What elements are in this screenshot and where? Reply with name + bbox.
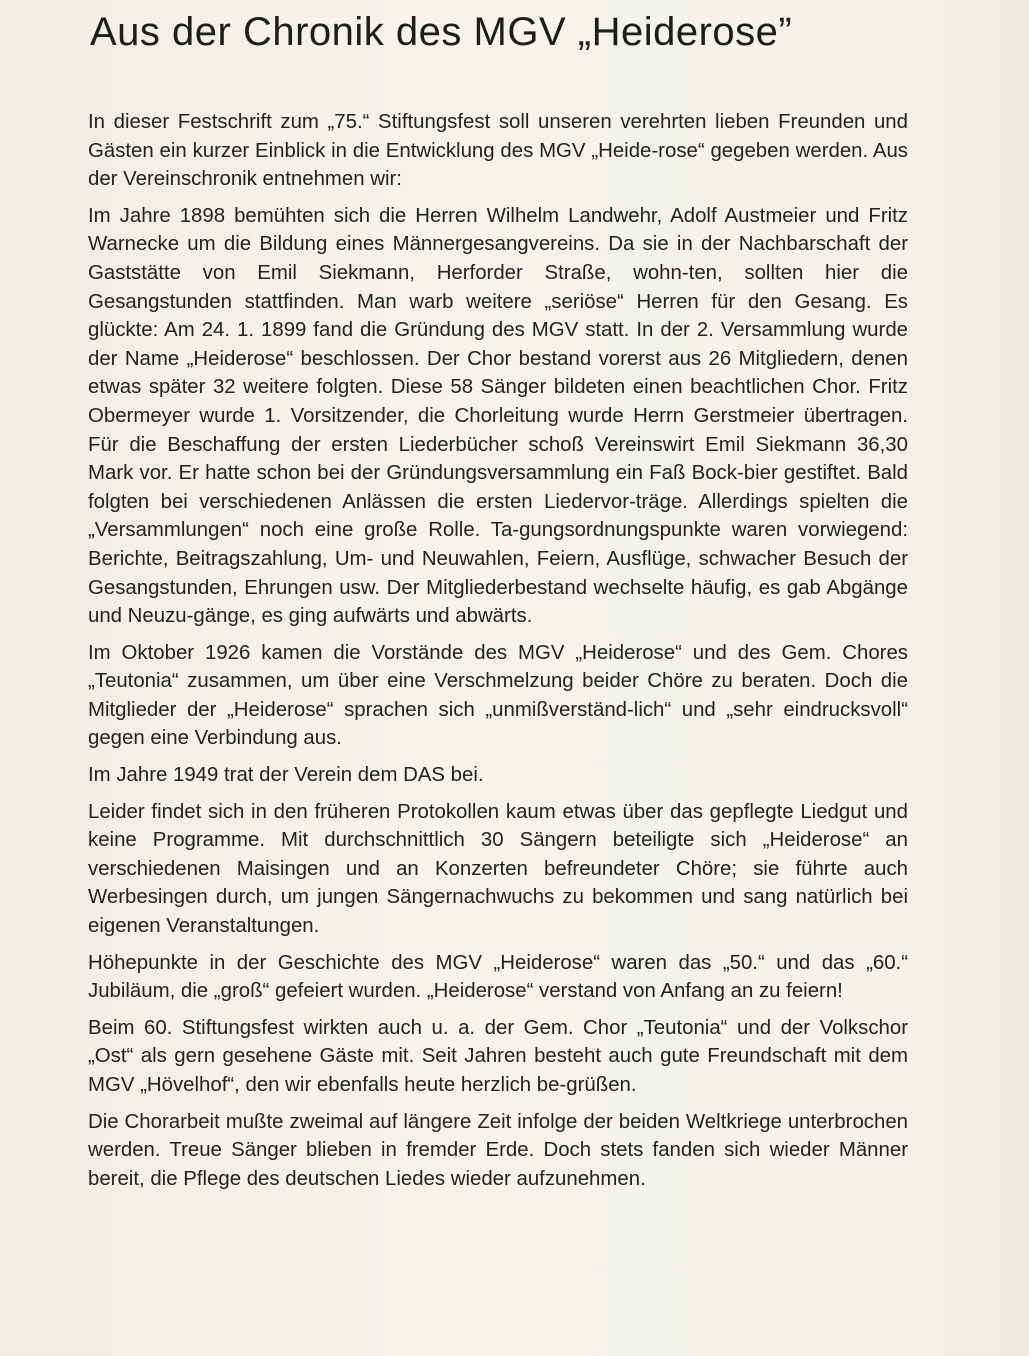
paragraph-liedgut: Leider findet sich in den früheren Protokollen kaum etwas über das gepflegte Liedgut und keine Programme. Mit durchschnittlich 30 Sängern beteiligte sich „Heiderose“ an verschiedenen Maisingen und an Konzerten befreundeter Chöre; sie führte auch Werbesingen durch, um jungen Sängernachwuchs zu bekommen und sang natürlich bei eigenen Veranstaltungen. bbox=[88, 800, 908, 938]
body-text bbox=[88, 108, 908, 1201]
paragraph-founding: Im Jahre 1898 bemühten sich die Herren Wilhelm Landwehr, Adolf Austmeier und Fritz Warnecke um die Bildung eines Männergesangvereins. Da sie in der Nachbarschaft der Gaststätte von Emil Siekmann, Herforder Straße, wohn-ten, sollten hier die Gesangstunden stattfinden. Man warb weitere „seriöse“ Herren für den Gesang. Es glückte: Am 24. 1. 1899 fand die Gründung des MGV statt. In der 2. Versammlung wurde der Name „Heiderose“ beschlossen. Der Chor bestand vorerst aus 26 Mitgliedern, denen etwas später 32 weitere folgten. Diese 58 Sänger bildeten einen beachtlichen Chor. Fritz Obermeyer wurde 1. Vorsitzender, die Chorleitung wurde Herrn Gerstmeier übertragen. Für die Beschaffung der ersten Liederbücher schoß Vereinswirt Emil Siekmann 36,30 Mark vor. Er hatte schon bei der Gründungsversammlung ein Faß Bock-bier gestiftet. Bald folgten bei verschiedenen Anlässen die ersten Liedervor-träge. Allerdings spielten die „Versammlungen“ noch eine große Rolle. Ta-gungsordnungspunkte waren vorwiegend: Berichte, Beitragszahlung, Um- und Neuwahlen, Feiern, Ausflüge, schwacher Besuch der Gesangstunden, Ehrungen usw. Der Mitgliederbestand wechselte häufig, es gab Abgänge und Neuzu-gänge, es ging aufwärts und abwärts. bbox=[88, 204, 908, 628]
paragraph-highlights: Höhepunkte in der Geschichte des MGV „Heiderose“ waren das „50.“ und das „60.“ Jubiläum, die „groß“ gefeiert wurden. „Heiderose“ verstand von Anfang an zu feiern! bbox=[88, 951, 908, 1003]
paragraph-1949: Im Jahre 1949 trat der Verein dem DAS bei. bbox=[88, 764, 484, 787]
page-title: Aus der Chronik des MGV „Heiderose” bbox=[90, 10, 793, 54]
paragraph-wars: Die Chorarbeit mußte zweimal auf längere Zeit infolge der beiden Weltkriege unterbrochen werden. Treue Sänger blieben in fremder Erde. Doch stets fanden sich wieder Männer bereit, die Pflege des deutschen Liedes wieder aufzunehmen. bbox=[88, 1110, 908, 1190]
paragraph-intro: In dieser Festschrift zum „75.“ Stiftungsfest soll unseren verehrten lieben Freunden und Gästen ein kurzer Einblick in die Entwicklung des MGV „Heide-rose“ gegeben werden. Aus der Vereinschronik entnehmen wir: bbox=[88, 111, 908, 191]
paragraph-1926: Im Oktober 1926 kamen die Vorstände des MGV „Heiderose“ und des Gem. Chores „Teutonia“ zusammen, um über eine Verschmelzung beider Chöre zu beraten. Doch die Mitglieder der „Heiderose“ sprachen sich „unmißverständ-lich“ und „sehr eindrucksvoll“ gegen eine Verbindung aus. bbox=[88, 641, 908, 750]
paragraph-guests: Beim 60. Stiftungsfest wirkten auch u. a. der Gem. Chor „Teutonia“ und der Volkschor „Ost“ als gern gesehene Gäste mit. Seit Jahren besteht auch gute Freundschaft mit dem MGV „Hövelhof“, den wir ebenfalls heute herzlich be-grüßen. bbox=[88, 1016, 908, 1096]
